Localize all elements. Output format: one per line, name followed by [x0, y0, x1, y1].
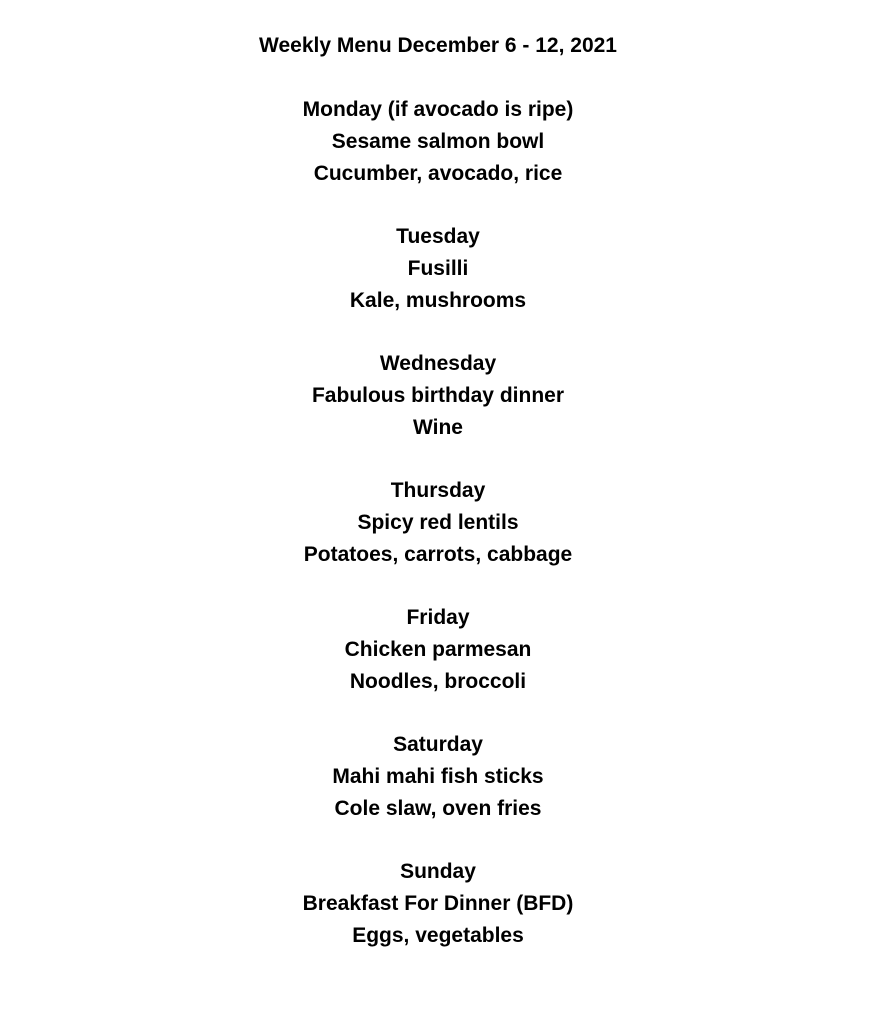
main-dish: Spicy red lentils — [357, 511, 519, 535]
main-dish: Chicken parmesan — [344, 638, 532, 662]
day-block-saturday — [0, 729, 876, 824]
side-dishes: Wine — [413, 415, 463, 439]
main-dish: Fabulous birthday dinner — [311, 383, 564, 407]
side-dishes: Eggs, vegetables — [352, 924, 524, 948]
main-dish: Breakfast For Dinner (BFD) — [302, 892, 574, 916]
menu-title: Weekly Menu December 6 - 12, 2021 — [259, 34, 617, 57]
day-name: Tuesday — [396, 225, 480, 249]
side-dishes: Kale, mushrooms — [349, 288, 527, 312]
day-block-friday — [0, 602, 876, 697]
day-block-sunday — [0, 856, 876, 951]
main-dish: Mahi mahi fish sticks — [332, 765, 544, 789]
day-block-wednesday — [0, 348, 876, 443]
day-block-tuesday — [0, 221, 876, 316]
day-block-thursday — [0, 475, 876, 570]
menu-days — [0, 94, 876, 984]
day-block-monday — [0, 94, 876, 189]
side-dishes: Cole slaw, oven fries — [334, 796, 542, 820]
day-name: Thursday — [390, 479, 486, 503]
side-dishes: Potatoes, carrots, cabbage — [303, 542, 573, 566]
day-name: Saturday — [393, 733, 483, 757]
day-name: Friday — [406, 606, 470, 630]
main-dish: Sesame salmon bowl — [331, 129, 545, 153]
main-dish: Fusilli — [407, 256, 469, 280]
side-dishes: Noodles, broccoli — [349, 669, 527, 693]
side-dishes: Cucumber, avocado, rice — [313, 161, 563, 185]
day-name: Wednesday — [379, 352, 497, 376]
day-name: Sunday — [400, 860, 476, 884]
day-name: Monday (if avocado is ripe) — [302, 98, 574, 121]
